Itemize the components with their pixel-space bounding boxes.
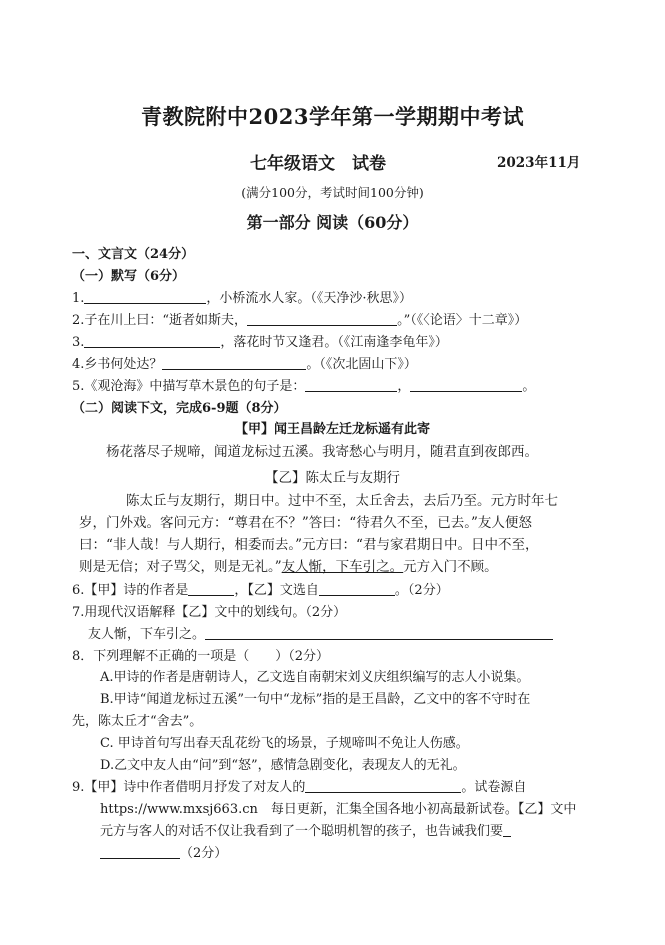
q5-blank-2[interactable]: [410, 378, 522, 392]
q9-points: （2分）: [180, 846, 228, 861]
exam-note: (满分100分，考试时间100分钟): [241, 185, 424, 200]
section-heading: 一、文言文（24分）: [72, 247, 195, 262]
prose-line-4: [79, 555, 498, 575]
q2-text-after: 。”（《〈论语〉十二章》）: [397, 313, 528, 328]
q5-text-before: 5.《观沧海》中描写草木景色的句子是：: [72, 379, 306, 394]
q5-text-after: 。: [522, 379, 536, 394]
q6-blank-2[interactable]: [319, 582, 395, 596]
q3-number: 3.: [72, 335, 85, 350]
q9-blank-2-start[interactable]: [503, 823, 511, 837]
q2-text-before: 2.子在川上曰：“逝者如斯夫，: [72, 313, 248, 328]
question-2: [72, 309, 527, 328]
question-5: [72, 375, 535, 394]
question-6: [72, 579, 449, 598]
prose-line-3: 曰：“非人哉！与人期行，相委而去。”元方曰：“君与家君期日中。日中不至，: [79, 537, 539, 553]
prose-line-2: 岁，门外戏。客问元方：“尊君在不？”答曰：“待君久不至，已去。”友人便怒: [79, 515, 532, 531]
poem-title: 【甲】闻王昌龄左迁龙标遥有此寄: [234, 422, 430, 437]
q7-quoted-sentence: 友人惭，下车引之。: [88, 627, 206, 642]
question-7: 7.用现代汉语解释【乙】文中的划线句。（2分）: [72, 605, 347, 620]
q5-separator: ，: [397, 379, 411, 394]
q4-text-after: 。（《次北固山下》）: [306, 357, 417, 372]
exam-title: 青教院附中2023学年第一学期期中考试: [141, 104, 524, 129]
q1-number: 1.: [72, 291, 85, 306]
q1-blank[interactable]: [84, 290, 206, 304]
q8-option-b-line-2: 先，陈太丘才“舍去”。: [72, 714, 203, 729]
q3-blank[interactable]: [84, 334, 220, 348]
q8-option-c: C. 甲诗首句写出春天乱花纷飞的场景，子规啼叫不免让人伤感。: [100, 736, 469, 751]
subsection-recitation: （一）默写（6分）: [72, 269, 186, 284]
subsection-reading: （二）阅读下文，完成6-9题（8分）: [72, 401, 287, 416]
q9-text-d: 元方与客人的对话不仅让我看到了一个聪明机智的孩子，也告诫我们要: [100, 824, 504, 839]
poem-text: 杨花落尽子规啼，闻道龙标过五溪。我寄愁心与明月，随君直到夜郎西。: [106, 444, 538, 460]
prose-line-1: 陈太丘与友期行，期日中。过中不至，太丘舍去，去后乃至。元方时年七: [126, 493, 558, 509]
q6-text-b: ，【乙】文选自: [234, 583, 319, 598]
q9-text-b: 。试卷源自: [461, 780, 527, 795]
exam-date: 2023年11月: [497, 155, 581, 171]
q8-option-a: A.甲诗的作者是唐朝诗人，乙文选自南朝宋刘义庆组织编写的志人小说集。: [100, 670, 530, 685]
question-9: [72, 776, 526, 795]
question-1: [72, 287, 412, 306]
q8-option-b-line-1: B.甲诗“闻道龙标过五溪”一句中“龙标”指的是王昌龄，乙文中的客不守时在: [100, 692, 531, 707]
q2-blank[interactable]: [247, 312, 397, 326]
q5-blank-1[interactable]: [305, 378, 397, 392]
question-3: [72, 331, 448, 350]
q9-blank-2-end[interactable]: [100, 845, 180, 859]
q1-text: ，小桥流水人家。（《天净沙·秋思》）: [206, 291, 413, 306]
q9-blank-1[interactable]: [305, 779, 461, 793]
q4-blank[interactable]: [162, 356, 306, 370]
prose-title: 【乙】陈太丘与友期行: [265, 470, 400, 486]
part-heading: 第一部分 阅读（60分）: [246, 213, 419, 232]
q4-text-before: 4.乡书何处达？: [72, 357, 163, 372]
q9-line-2: https://www.mxsj663.cn 每日更新，汇集全国各地小初高最新试卷。【乙】文中: [100, 802, 577, 817]
q6-text-c: 。（2分）: [394, 583, 449, 598]
question-8: 8．下列理解不正确的一项是（ ）（2分）: [72, 649, 330, 664]
q6-blank-1[interactable]: [188, 582, 234, 596]
q7-answer-blank[interactable]: [205, 626, 553, 640]
q8-option-d: D.乙文中友人由“问”到“怒”，感情急剧变化，表现友人的无礼。: [100, 758, 466, 773]
q3-text: ，落花时节又逢君。（《江南逢李龟年》）: [220, 335, 448, 350]
prose-line-4-start: 则是无信；对子骂父，则是无礼。”: [79, 559, 282, 575]
q9-line-4: [100, 842, 227, 861]
exam-subtitle: 七年级语文 试卷: [250, 154, 386, 174]
q9-text-a: 9.【甲】诗中作者借明月抒发了对友人的: [72, 780, 306, 795]
q9-line-3: [100, 820, 511, 839]
prose-underlined-sentence: 友人惭，下车引之。: [281, 559, 404, 575]
q6-text-a: 6.【甲】诗的作者是: [72, 583, 189, 598]
question-7-sentence: [88, 623, 553, 642]
question-4: [72, 353, 417, 372]
prose-line-4-end: 元方入门不顾。: [403, 559, 498, 575]
